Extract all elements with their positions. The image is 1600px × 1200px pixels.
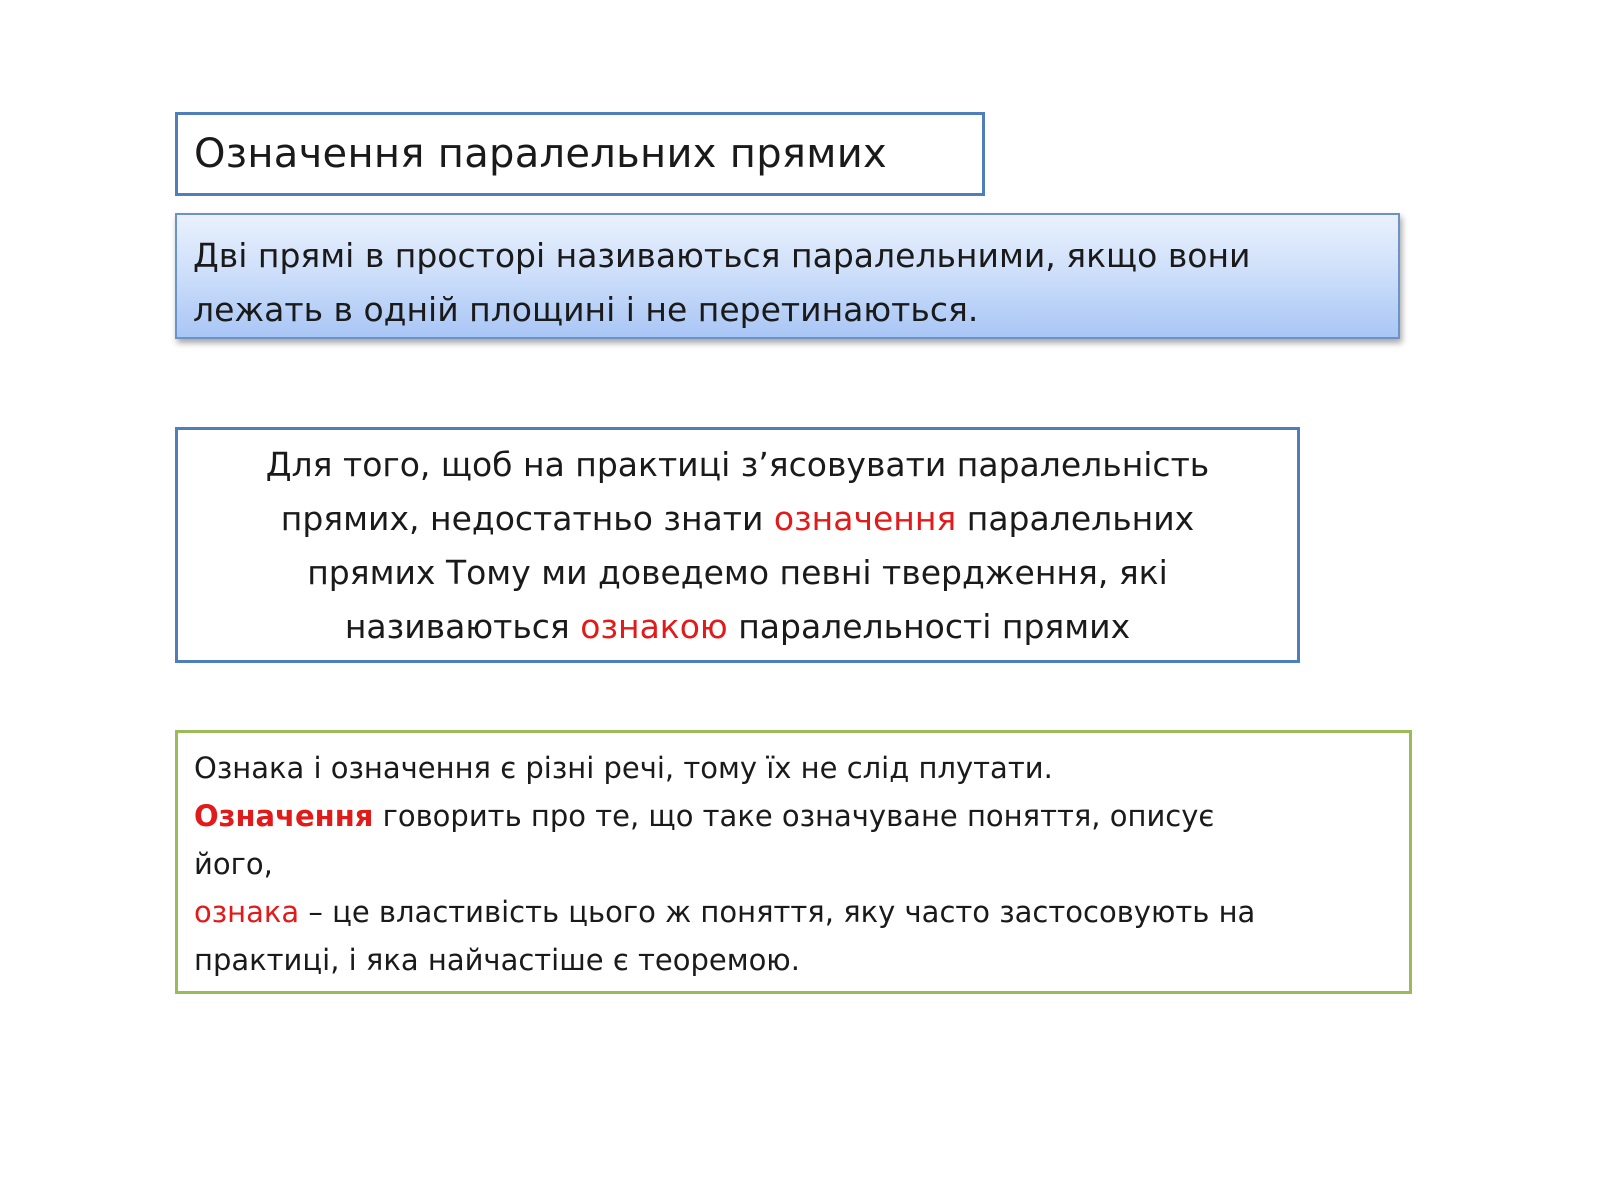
- sign-line-3: його,: [194, 847, 273, 881]
- definition-line-1: Дві прямі в просторі називаються паралельними, якщо вони: [193, 236, 1251, 275]
- practice-line-4-tail: паралельності прямих: [727, 607, 1131, 646]
- highlight-sign-term: ознакою: [580, 607, 728, 646]
- practice-line-1: Для того, щоб на практиці з’ясовувати паралельність: [265, 445, 1210, 484]
- definition-term-bold: Означення: [194, 799, 374, 833]
- sign-line-4-text: – це властивість цього ж поняття, яку часто застосовують на: [299, 895, 1256, 929]
- sign-line-5: практиці, і яка найчастіше є теоремою.: [194, 943, 800, 977]
- sign-vs-definition-box: [175, 730, 1412, 994]
- sign-line-2-text: говорить про те, що таке означуване поняття, описує: [373, 799, 1215, 833]
- practice-line-4: [198, 600, 1277, 654]
- definition-box: [175, 213, 1400, 339]
- title-box: [175, 112, 985, 196]
- sign-line-2: [194, 792, 1393, 840]
- practice-line-2-text: прямих, недостатньо знати: [280, 499, 774, 538]
- page-title: Означення паралельних прямих: [194, 131, 888, 177]
- practice-box: [175, 427, 1300, 663]
- practice-line-2-tail: паралельних: [956, 499, 1195, 538]
- sign-line-1: Ознака і означення є різні речі, тому їх не слід плутати.: [194, 751, 1053, 785]
- highlight-definition-term: означення: [773, 499, 957, 538]
- definition-line-2: лежать в одній площині і не перетинаються.: [193, 290, 979, 329]
- practice-line-3: прямих Тому ми доведемо певні твердження, які: [307, 553, 1168, 592]
- sign-term: ознака: [194, 895, 300, 929]
- practice-line-4-text: називаються: [344, 607, 581, 646]
- sign-line-4: [194, 888, 1393, 936]
- practice-line-2: [198, 492, 1277, 546]
